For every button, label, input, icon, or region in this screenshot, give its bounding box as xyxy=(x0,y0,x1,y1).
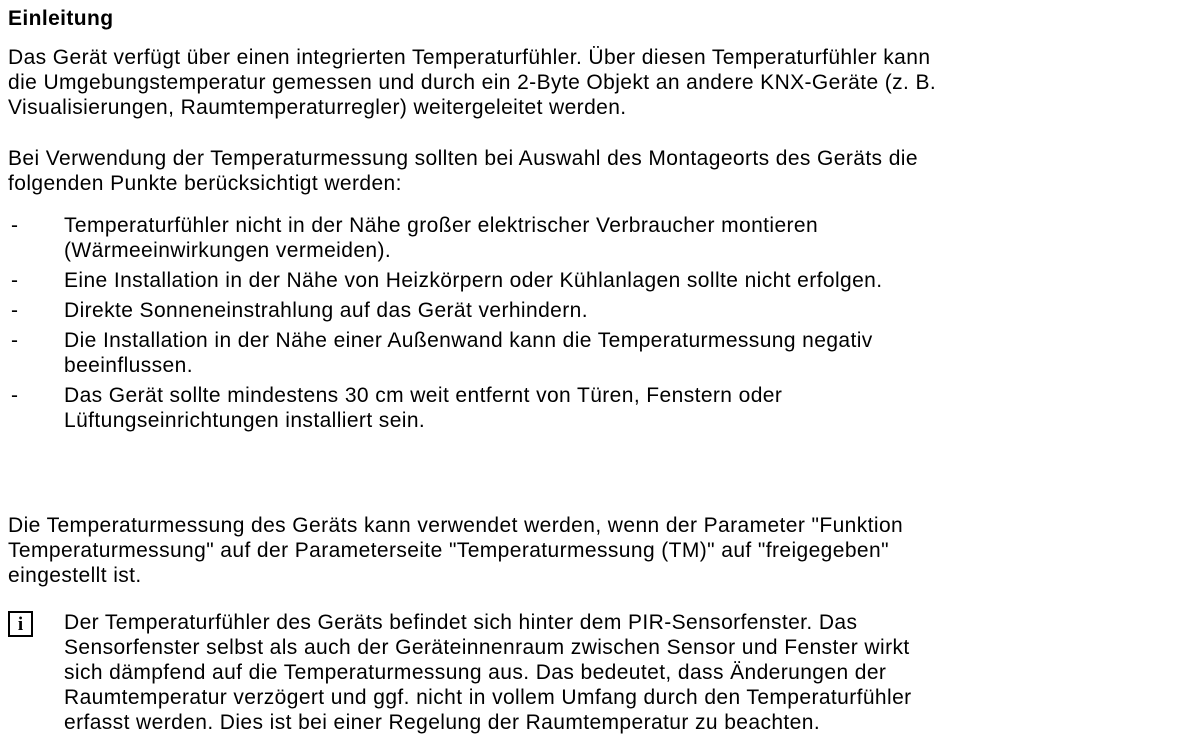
text-line: Temperaturmessung" auf der Parameterseite "Temperaturmessung (TM)" auf "freigegeben" xyxy=(8,539,889,562)
text-line: Das Gerät sollte mindestens 30 cm weit entfernt von Türen, Fenstern oder xyxy=(64,384,783,407)
page-title: Einleitung xyxy=(8,7,114,30)
list-item-text xyxy=(64,213,1170,263)
info-icon: i xyxy=(8,611,33,637)
text-line: folgenden Punkte berücksichtigt werden: xyxy=(8,172,402,195)
text-line: Temperaturfühler nicht in der Nähe großer elektrischer Verbraucher montieren xyxy=(64,214,819,237)
text-line: Lüftungseinrichtungen installiert sein. xyxy=(64,409,426,432)
text-line: Bei Verwendung der Temperaturmessung sollten bei Auswahl des Montageorts des Geräts die xyxy=(8,147,918,170)
text-line: die Umgebungstemperatur gemessen und durch ein 2-Byte Objekt an andere KNX-Geräte (z. B. xyxy=(8,71,937,94)
bullet-marker: - xyxy=(11,384,19,407)
text-line: sich dämpfend auf die Temperaturmessung aus. Das bedeutet, dass Änderungen der xyxy=(64,661,887,684)
bullet-marker: - xyxy=(11,214,19,237)
bullet-marker: - xyxy=(11,299,19,322)
paragraph-usage xyxy=(8,146,1170,196)
text-line: erfasst werden. Dies ist bei einer Regelung der Raumtemperatur zu beachten. xyxy=(64,711,821,734)
text-line: Der Temperaturfühler des Geräts befindet sich hinter dem PIR-Sensorfenster. Das xyxy=(64,611,858,634)
text-line: Die Temperaturmessung des Geräts kann verwendet werden, wenn der Parameter "Funktion xyxy=(8,514,904,537)
list-item xyxy=(8,298,1170,323)
bullet-marker: - xyxy=(11,329,19,352)
list-item-text xyxy=(64,383,1170,433)
text-line: Das Gerät verfügt über einen integrierten Temperaturfühler. Über diesen Temperaturfühler kann xyxy=(8,46,931,69)
info-note xyxy=(8,610,1170,735)
list-item-text xyxy=(64,268,1170,293)
list-item-text xyxy=(64,328,1170,378)
section-gap xyxy=(8,433,1170,513)
text-line: Raumtemperatur verzögert und ggf. nicht in vollem Umfang durch den Temperaturfühler xyxy=(64,686,912,709)
bullet-list xyxy=(8,213,1170,433)
bullet-marker: - xyxy=(11,269,19,292)
text-line: Eine Installation in der Nähe von Heizkörpern oder Kühlanlagen sollte nicht erfolgen. xyxy=(64,269,883,292)
list-item xyxy=(8,268,1170,293)
text-line: eingestellt ist. xyxy=(8,564,142,587)
list-item xyxy=(8,328,1170,378)
text-line: (Wärmeeinwirkungen vermeiden). xyxy=(64,239,392,262)
text-line: beeinflussen. xyxy=(64,354,193,377)
list-item xyxy=(8,383,1170,433)
list-item xyxy=(8,213,1170,263)
text-line: Direkte Sonneneinstrahlung auf das Gerät verhindern. xyxy=(64,299,588,322)
list-item-text xyxy=(64,298,1170,323)
text-line: Visualisierungen, Raumtemperaturregler) weitergeleitet werden. xyxy=(8,96,627,119)
info-note-text xyxy=(64,610,1170,735)
paragraph-intro xyxy=(8,45,1170,120)
text-line: Die Installation in der Nähe einer Außenwand kann die Temperaturmessung negativ xyxy=(64,329,873,352)
text-line: Sensorfenster selbst als auch der Geräteinnenraum zwischen Sensor und Fenster wirkt xyxy=(64,636,910,659)
paragraph-parameter-info xyxy=(8,513,1170,588)
